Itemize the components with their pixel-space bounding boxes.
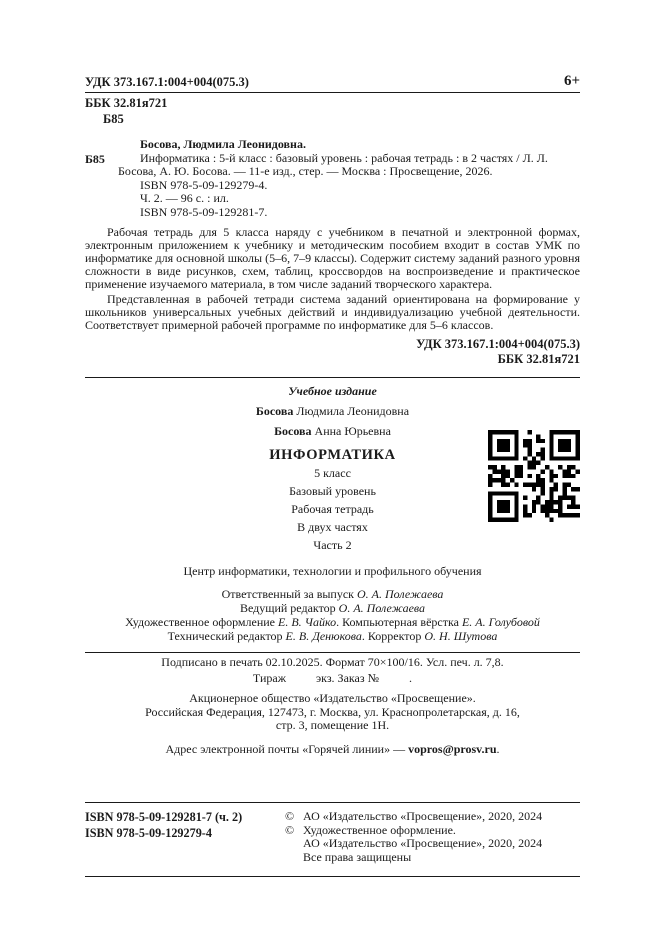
book-part-number: Часть 2 [313,538,352,552]
edition-author-1 [85,404,580,419]
copyright-column [285,810,542,864]
author-surname: Босова [255,403,294,418]
catalog-description: Информатика : 5-й класс : базовый уровень : рабочая тетрадь : в 2 частях / Л. Л. Босова, А. Ю. Босова. — 11-е изд., стер. — Москва : Просвещение, 2026. [118,150,548,178]
credit-role: Художественное оформление [125,615,279,629]
edition-divider [85,377,580,378]
copyright-line [285,824,542,838]
publisher-block [85,692,580,733]
bottom-divider-bottom [85,876,580,877]
publisher-name: Акционерное общество «Издательство «Просвещение». [189,691,476,705]
publisher-address-2: стр. 3, помещение 1Н. [275,718,390,732]
annotation-paragraph-1: Рабочая тетрадь для 5 класса наряду с учебником в печатной и электронной формах, электронным приложением к учебнику и методическим пособием входит в состав УМК по информатике для основной школы (5–6, 7–9 классы). Содержит систему заданий разного уровня сложности в виде рисунков, схем, таблиц, кроссвордов на воспроизведение и практическое применение изучаемого материала, в том числе заданий творческого характера. [85,225,580,291]
credit-name: Е. В. Чайко [278,615,337,629]
book-grade: 5 класс [314,466,351,480]
catalog-margin-code: Б85 [85,152,105,166]
bottom-divider-top [85,802,580,803]
bottom-block [85,802,580,864]
credit-role: Технический редактор [167,629,286,643]
catalog-isbn-part2: ISBN 978-5-09-129281-7. [140,204,268,219]
isbn-set: ISBN 978-5-09-129279-4 [85,825,212,840]
book-level: Базовый уровень [289,484,376,498]
credit-role: Ведущий редактор [239,601,339,615]
catalog-isbn-set: ISBN 978-5-09-129279-4. [140,177,268,192]
publisher-address-1: Российская Федерация, 127473, г. Москва, ул. Краснопролетарская, д. 16, [145,704,520,719]
book-title: ИНФОРМАТИКА [269,446,396,463]
email-suffix: . [496,741,500,756]
credit-role: Ответственный за выпуск [221,587,358,601]
copyright-line [285,851,542,865]
email-address: vopros@prosv.ru [408,741,497,756]
credit-line [85,587,580,601]
bbk-code-right: ББК 32.81я721 [497,351,580,366]
book-type: Рабочая тетрадь [291,502,374,516]
copyright-sign [285,837,303,851]
classification-right-block [85,337,580,366]
catalog-entry [85,137,580,219]
credit-role: . Корректор [361,629,425,643]
author-given-names: Людмила Леонидовна [293,403,410,418]
credit-name: О. Н. Шутова [424,629,498,643]
copyright-text: Художественное оформление. [303,822,456,837]
print-info-line-1: Подписано в печать 02.10.2025. Формат 70×100/16. Усл. печ. л. 7,8. [161,655,504,669]
author-surname: Босова [274,423,312,438]
udk-code: УДК 373.167.1:004+004(075.3) [85,74,249,89]
copyright-text: АО «Издательство «Просвещение», 2020, 2024 [303,809,543,823]
publishing-center-name: Центр информатики, технологии и профильного обучения [183,564,482,578]
email-prefix: Адрес электронной почты «Горячей линии» — [165,741,409,756]
credits-block [85,587,580,643]
copyright-line [285,837,542,851]
udk-code-right: УДК 373.167.1:004+004(075.3) [416,337,580,351]
top-row [85,74,580,89]
copyright-text: Все права защищены [303,849,412,864]
author-given-names: Анна Юрьевна [311,423,391,438]
annotation-paragraph-2: Представленная в рабочей тетради система заданий ориентирована на формирование у школьников универсальных учебных действий и индивидуализацию учебной деятельности. Соответствует примерной рабочей программе по информатике для 5–6 классов. [85,292,580,332]
copyright-sign [285,851,303,865]
copyright-sign: © [285,809,295,823]
credit-line [85,629,580,643]
credit-line [85,601,580,615]
qr-code [488,430,580,522]
credit-name: О. А. Полежаева [338,601,426,615]
credit-name: О. А. Полежаева [357,587,444,601]
age-rating-badge: 6+ [563,73,580,89]
catalog-part-line: Ч. 2. — 96 с. : ил. [140,191,229,205]
credit-name: Е. А. Голубовой [461,615,540,629]
isbn-part2: ISBN 978-5-09-129281-7 (ч. 2) [85,810,243,824]
edition-label: Учебное издание [288,384,377,398]
print-info-line-2: Тираж экз. Заказ № . [252,671,413,685]
bbk-code: ББК 32.81я721 [85,96,168,110]
classification-code: Б85 [103,111,124,126]
copyright-text: АО «Издательство «Просвещение», 2020, 2024 [303,836,543,850]
isbn-column [85,810,285,864]
copyright-sign: © [285,822,295,837]
credit-role: . Компьютерная вёрстка [336,615,462,629]
copyright-line [285,810,542,824]
top-divider [85,92,580,93]
book-parts: В двух частях [297,520,368,534]
print-divider [85,652,580,653]
credit-line [85,615,580,629]
credit-name: Е. В. Денюкова [285,629,362,643]
catalog-author: Босова, Людмила Леонидовна. [140,137,306,151]
hotline-email-line [85,742,580,756]
